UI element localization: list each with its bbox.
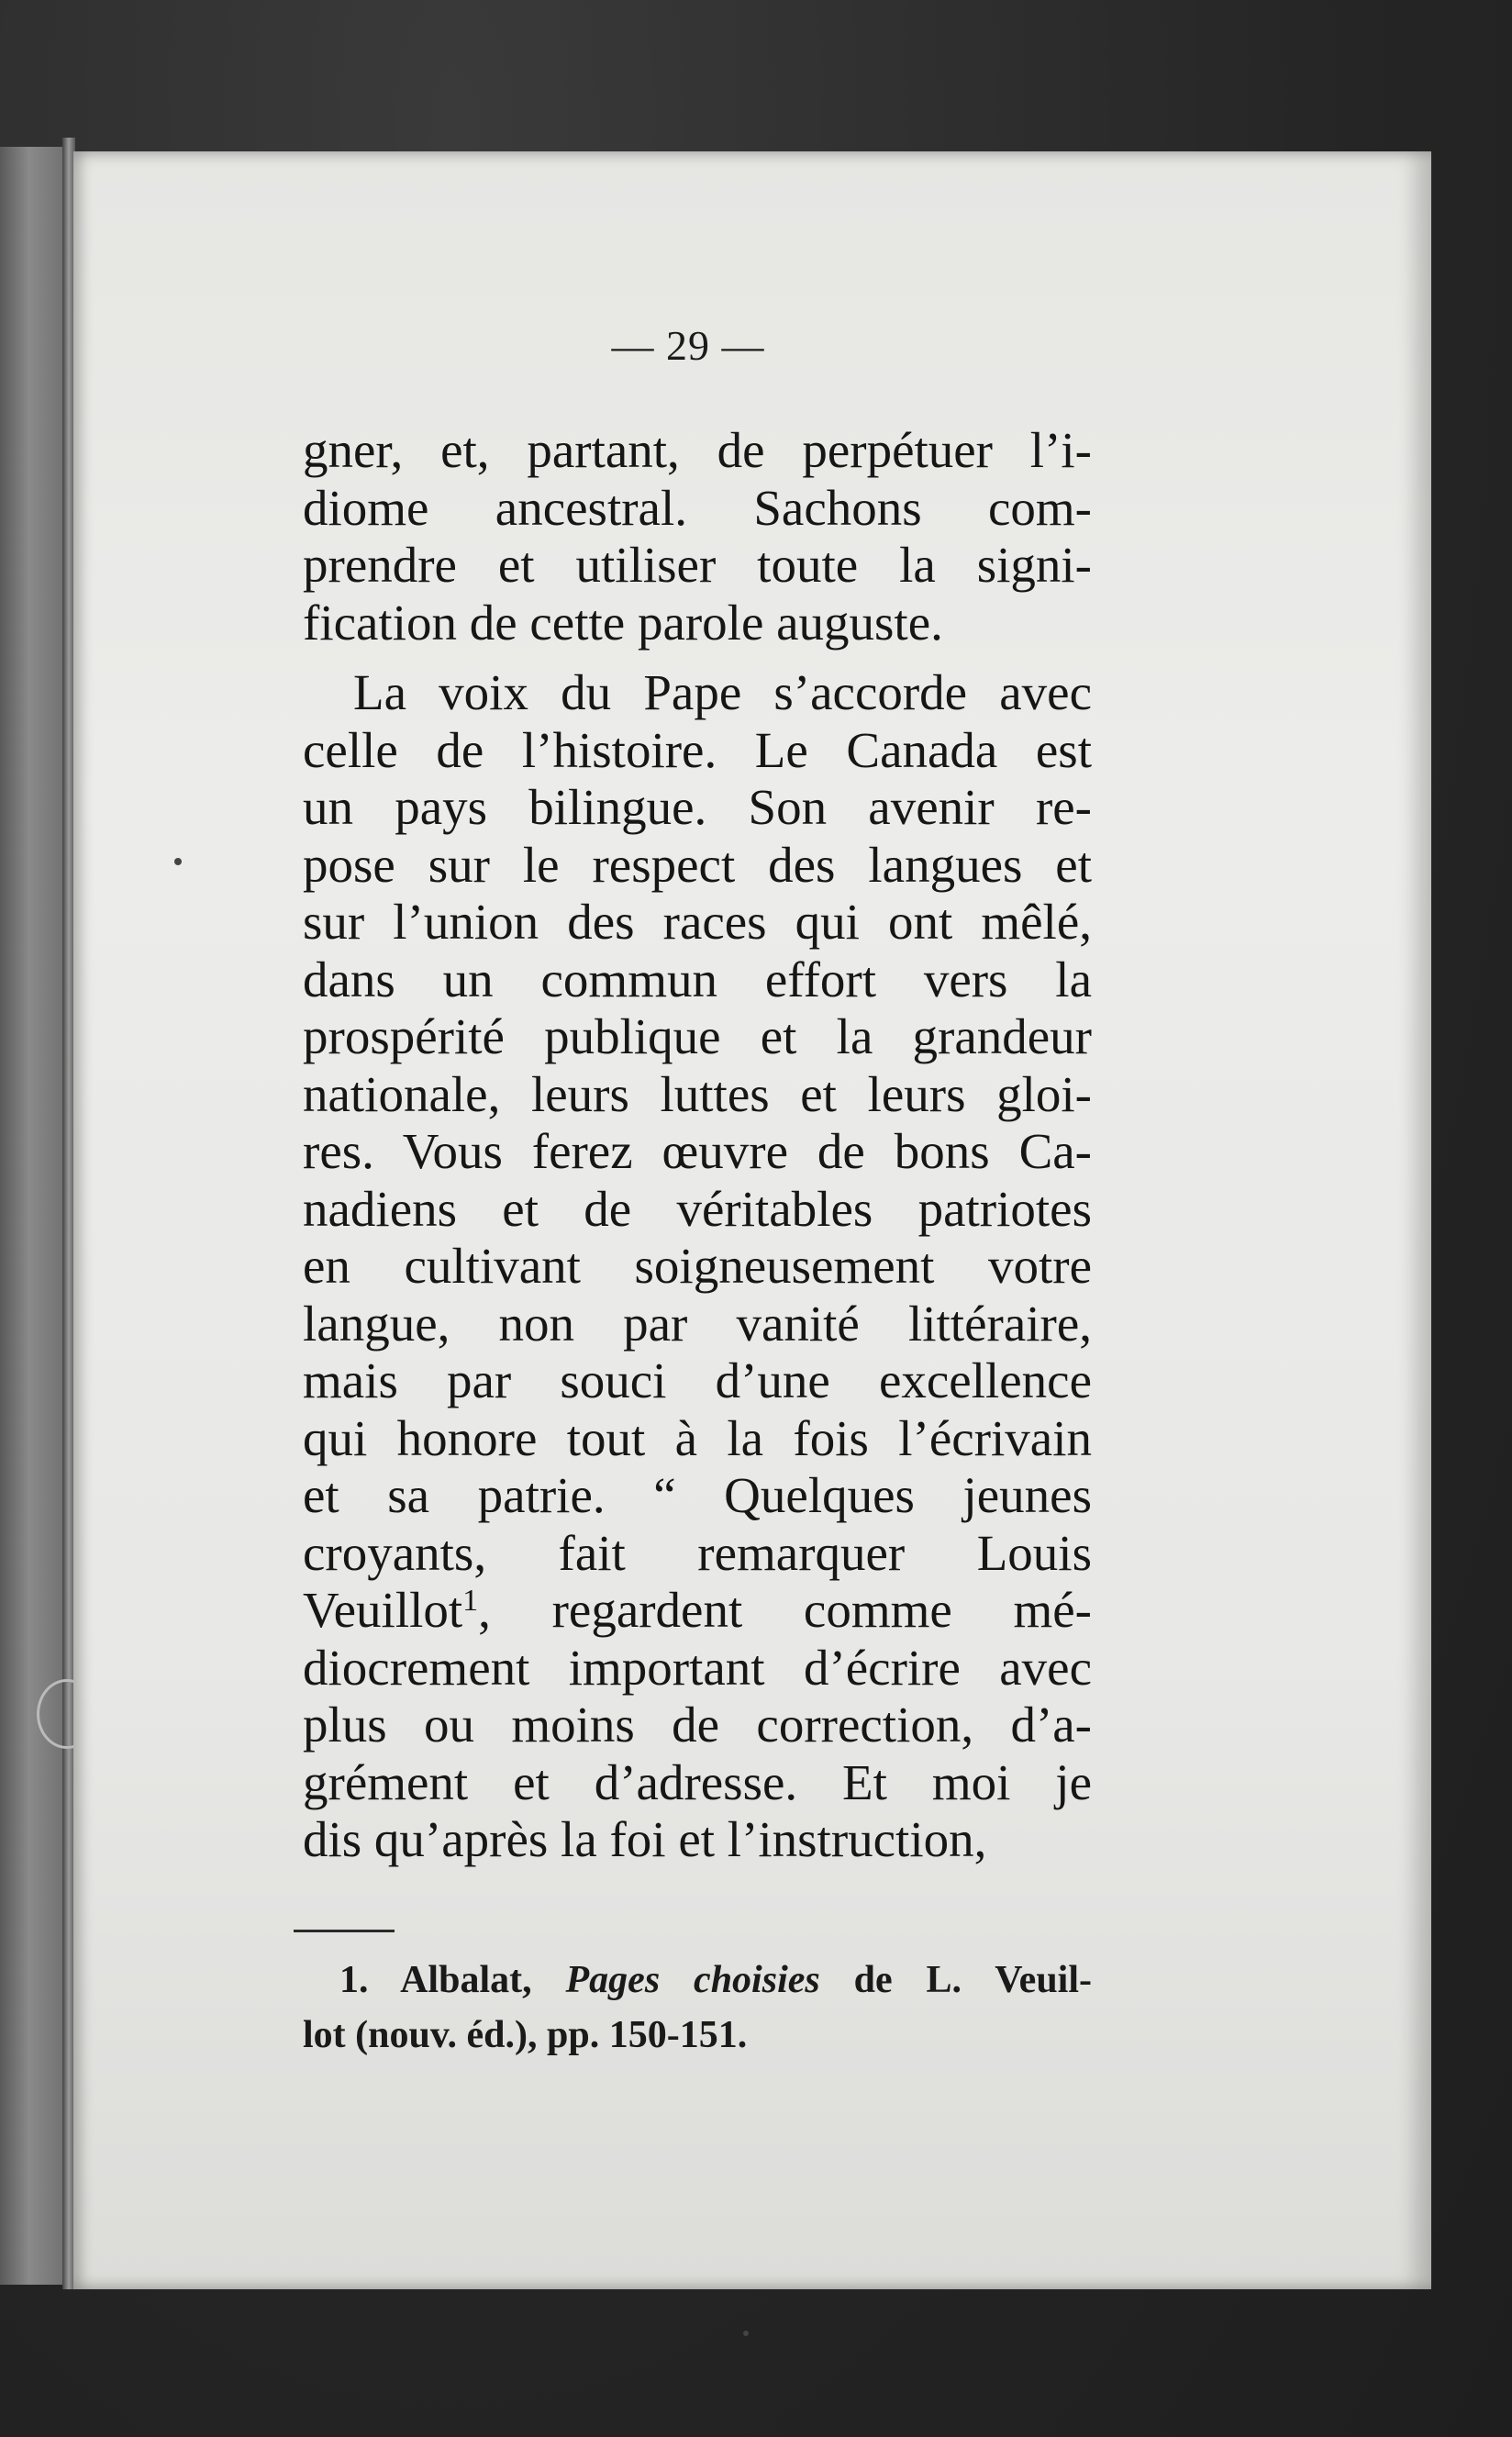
footnote: [303, 1953, 1092, 2063]
text-line: fication de cette parole auguste.: [303, 594, 943, 651]
text-line: diocrement important d’écrire avec: [303, 1639, 1092, 1696]
text-line: dans un commun effort vers la: [303, 951, 1092, 1007]
text-line: mais par souci d’une excellence: [303, 1352, 1092, 1408]
text-line: prospérité publique et la grandeur: [303, 1008, 1092, 1064]
footnote-number: 1.: [339, 1959, 369, 2001]
text-line: grément et d’adresse. Et moi je: [303, 1753, 1092, 1810]
text-line: prendre et utiliser toute la signi-: [303, 537, 1092, 593]
text-line: plus ou moins de correction, d’a-: [303, 1697, 1092, 1753]
text-line: res. Vous ferez œuvre de bons Ca-: [303, 1123, 1092, 1179]
text-line: [303, 1582, 1092, 1640]
footnote-author: Albalat,: [400, 1959, 532, 2001]
text-line: dis qu’après la foi et l’instruction,: [303, 1811, 987, 1867]
text-line: diome ancestral. Sachons com-: [303, 479, 1092, 536]
footnote-rule: [294, 1930, 395, 1932]
text-line: qui honore tout à la fois l’écrivain: [303, 1409, 1092, 1466]
body-text: [303, 422, 1092, 1869]
text-fragment: , regardent comme mé-: [478, 1582, 1092, 1638]
page-number: — 29 —: [611, 322, 765, 369]
text-line: La voix du Pape s’accorde avec: [353, 664, 1092, 720]
text-line: gner, et, partant, de perpétuer l’i-: [303, 422, 1092, 478]
text-line: nationale, leurs luttes et leurs gloi-: [303, 1065, 1092, 1122]
footnote-title: Pages choisies: [565, 1959, 820, 2001]
text-fragment: Veuillot: [303, 1582, 463, 1638]
scan-speck: [174, 858, 182, 865]
scan-speck: [743, 2331, 749, 2336]
text-line: en cultivant soigneusement votre: [303, 1238, 1092, 1294]
text-line: celle de l’histoire. Le Canada est: [303, 721, 1092, 778]
text-line: pose sur le respect des langues et: [303, 836, 1092, 893]
text-line: langue, non par vanité littéraire,: [303, 1295, 1092, 1352]
footnote-line: [303, 1953, 1092, 2008]
text-line: et sa patrie. “ Quelques jeunes: [303, 1467, 1092, 1523]
text-line: croyants, fait remarquer Louis: [303, 1524, 1092, 1581]
footnote-line: lot (nouv. éd.), pp. 150-151.: [303, 2014, 748, 2056]
text-line: un pays bilingue. Son avenir re-: [303, 779, 1092, 835]
text-line: sur l’union des races qui ont mêlé,: [303, 894, 1092, 950]
footnote-text: de L. Veuil-: [853, 1959, 1093, 2001]
footnote-reference: 1: [462, 1584, 479, 1618]
text-line: nadiens et de véritables patriotes: [303, 1180, 1092, 1237]
